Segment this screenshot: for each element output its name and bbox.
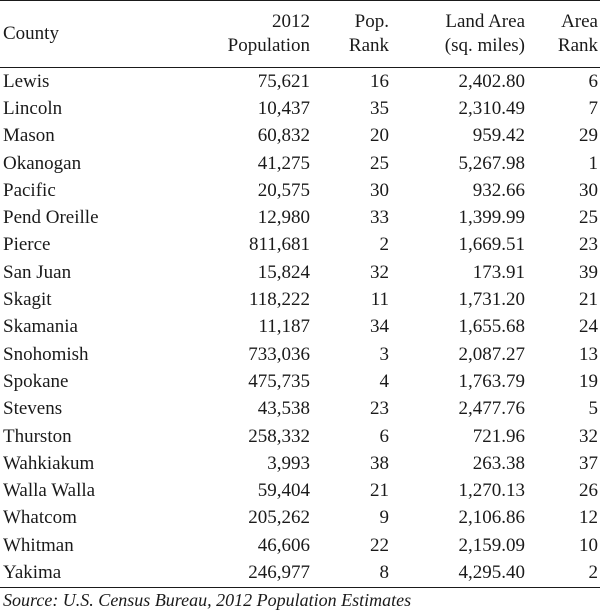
cell-population: 205,262: [248, 507, 310, 529]
cell-county: Walla Walla: [3, 480, 96, 502]
cell-population: 12,980: [257, 207, 310, 229]
cell-county: Skagit: [3, 289, 52, 311]
cell-pop-rank: 21: [370, 480, 389, 502]
cell-population: 733,036: [248, 343, 310, 365]
cell-pop-rank: 16: [370, 70, 389, 92]
cell-county: Lincoln: [3, 97, 63, 119]
cell-area-rank: 5: [588, 398, 598, 420]
table-row: [0, 505, 600, 532]
cell-land-area: 1,669.51: [458, 234, 525, 256]
table-row: [0, 423, 600, 450]
cell-pop-rank: 11: [370, 289, 389, 311]
cell-land-area: 1,399.99: [458, 207, 525, 229]
table-row: [0, 450, 600, 477]
cell-land-area: 4,295.40: [458, 561, 525, 583]
cell-population: 75,621: [257, 70, 310, 92]
cell-county: Whatcom: [3, 507, 77, 529]
cell-pop-rank: 22: [370, 534, 389, 556]
cell-land-area: 2,106.86: [458, 507, 525, 529]
cell-land-area: 1,270.13: [458, 480, 525, 502]
table-header: [0, 1, 600, 68]
table-row: [0, 259, 600, 286]
cell-land-area: 721.96: [472, 425, 525, 447]
header-row: [0, 1, 600, 68]
table-body: [0, 68, 600, 588]
cell-land-area: 2,159.09: [458, 534, 525, 556]
table-row: [0, 232, 600, 259]
header-county: County: [3, 23, 59, 44]
cell-county: Skamania: [3, 316, 78, 338]
table-row: [0, 559, 600, 587]
cell-area-rank: 37: [579, 452, 598, 474]
cell-population: 60,832: [257, 125, 310, 147]
cell-population: 59,404: [257, 480, 310, 502]
cell-area-rank: 39: [579, 261, 598, 283]
cell-pop-rank: 23: [370, 398, 389, 420]
table-row: [0, 123, 600, 150]
cell-population: 41,275: [257, 152, 310, 174]
cell-pop-rank: 35: [370, 97, 389, 119]
cell-land-area: 932.66: [472, 179, 525, 201]
cell-area-rank: 19: [579, 370, 598, 392]
cell-pop-rank: 38: [370, 452, 389, 474]
cell-area-rank: 29: [579, 125, 598, 147]
cell-pop-rank: 6: [379, 425, 389, 447]
cell-area-rank: 6: [588, 70, 598, 92]
cell-population: 258,332: [248, 425, 310, 447]
table-row: [0, 204, 600, 231]
cell-pop-rank: 4: [379, 370, 389, 392]
cell-land-area: 173.91: [472, 261, 525, 283]
header-area-rank: Area Rank: [557, 11, 598, 56]
cell-area-rank: 32: [579, 425, 598, 447]
cell-population: 20,575: [257, 179, 310, 201]
cell-land-area: 1,655.68: [458, 316, 525, 338]
header-population: 2012 Population: [227, 11, 310, 56]
cell-pop-rank: 30: [370, 179, 389, 201]
cell-land-area: 959.42: [472, 125, 525, 147]
cell-pop-rank: 32: [370, 261, 389, 283]
cell-county: Wahkiakum: [3, 452, 95, 474]
cell-area-rank: 21: [579, 289, 598, 311]
cell-county: Snohomish: [3, 343, 89, 365]
cell-county: Whitman: [3, 534, 74, 556]
table-row: [0, 314, 600, 341]
cell-county: Thurston: [3, 425, 72, 447]
cell-pop-rank: 9: [379, 507, 389, 529]
table-row: [0, 368, 600, 395]
table-row: [0, 532, 600, 559]
cell-land-area: 1,763.79: [458, 370, 525, 392]
cell-county: Spokane: [3, 370, 69, 392]
cell-county: Pend Oreille: [3, 207, 99, 229]
cell-pop-rank: 2: [379, 234, 389, 256]
cell-land-area: 263.38: [472, 452, 525, 474]
cell-area-rank: 10: [579, 534, 598, 556]
cell-area-rank: 23: [579, 234, 598, 256]
cell-land-area: 1,731.20: [458, 289, 525, 311]
cell-pop-rank: 8: [379, 561, 389, 583]
cell-area-rank: 25: [579, 207, 598, 229]
cell-population: 811,681: [248, 234, 310, 256]
cell-area-rank: 7: [588, 97, 598, 119]
cell-area-rank: 30: [579, 179, 598, 201]
cell-land-area: 2,477.76: [458, 398, 525, 420]
cell-county: Pacific: [3, 179, 56, 201]
cell-county: San Juan: [3, 261, 72, 283]
table-row: [0, 477, 600, 504]
cell-land-area: 2,310.49: [458, 97, 525, 119]
cell-land-area: 2,087.27: [458, 343, 525, 365]
cell-population: 246,977: [248, 561, 310, 583]
cell-county: Mason: [3, 125, 55, 147]
cell-land-area: 5,267.98: [458, 152, 525, 174]
cell-area-rank: 2: [588, 561, 598, 583]
cell-county: Stevens: [3, 398, 63, 420]
cell-population: 475,735: [248, 370, 310, 392]
cell-area-rank: 13: [579, 343, 598, 365]
table-row: [0, 95, 600, 122]
cell-population: 46,606: [257, 534, 310, 556]
cell-population: 11,187: [258, 316, 310, 338]
cell-population: 15,824: [257, 261, 310, 283]
cell-county: Okanogan: [3, 152, 82, 174]
table-row: [0, 68, 600, 96]
table-row: [0, 286, 600, 313]
cell-area-rank: 24: [579, 316, 598, 338]
cell-county: Yakima: [3, 561, 62, 583]
header-pop-rank: Pop. Rank: [348, 11, 389, 56]
cell-pop-rank: 34: [370, 316, 389, 338]
table-row: [0, 177, 600, 204]
cell-area-rank: 1: [588, 152, 598, 174]
cell-land-area: 2,402.80: [458, 70, 525, 92]
cell-population: 118,222: [248, 289, 310, 311]
cell-population: 43,538: [257, 398, 310, 420]
cell-pop-rank: 3: [379, 343, 389, 365]
table-row: [0, 396, 600, 423]
cell-county: Pierce: [3, 234, 51, 256]
cell-population: 3,993: [267, 452, 310, 474]
cell-pop-rank: 20: [370, 125, 389, 147]
source-note: Source: U.S. Census Bureau, 2012 Population Estimates: [3, 590, 412, 610]
table-row: [0, 150, 600, 177]
header-land-area: Land Area (sq. miles): [444, 11, 525, 56]
cell-area-rank: 26: [579, 480, 598, 502]
cell-pop-rank: 25: [370, 152, 389, 174]
cell-county: Lewis: [3, 70, 50, 92]
cell-pop-rank: 33: [370, 207, 389, 229]
cell-area-rank: 12: [579, 507, 598, 529]
table-row: [0, 341, 600, 368]
cell-population: 10,437: [257, 97, 310, 119]
